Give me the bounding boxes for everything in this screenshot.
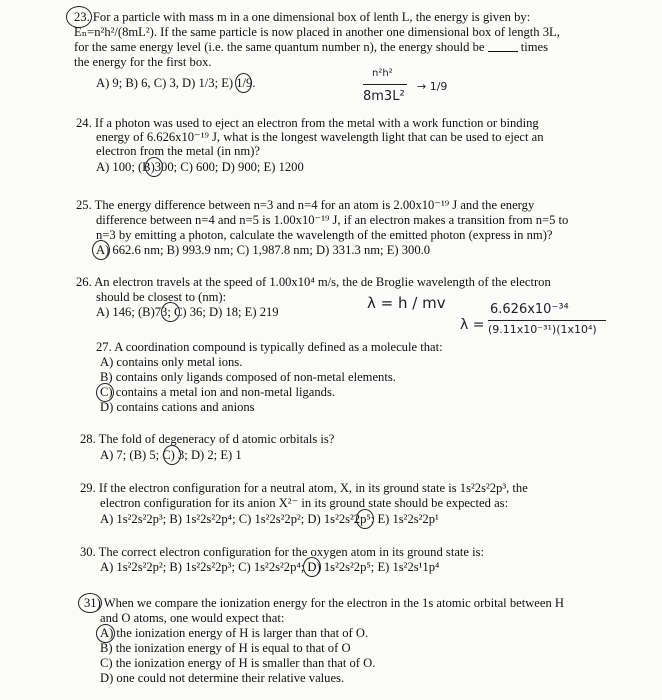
answer-circle-q27	[96, 383, 114, 402]
q31-option-c: C) the ionization energy of H is smaller than that of O.	[100, 656, 376, 670]
q25-line3: n=3 by emitting a photon, calculate the wavelength of the emitted photon (express in nm)?	[96, 228, 553, 242]
q29-choices: A) 1s²2s²2p³; B) 1s²2s²2p⁴; C) 1s²2s²2p²; D) 1s²2s²2p⁵; E) 1s²2s²2p¹	[100, 512, 439, 526]
q27-line1: 27. A coordination compound is typically defined as a molecule that:	[96, 340, 443, 354]
q23-line4: the energy for the first box.	[74, 55, 212, 69]
answer-circle-q30	[303, 557, 321, 577]
q23-line3-tail: times	[520, 40, 549, 54]
q28-line1: 28. The fold of degeneracy of d atomic orbitals is?	[80, 432, 335, 446]
q26-handwritten-numerator: 6.626x10⁻³⁴	[490, 302, 569, 317]
q26-handwritten-formula: λ = h / mv	[367, 294, 446, 312]
answer-circle-q23	[235, 73, 252, 93]
q24-line3: electron from the metal (in nm)?	[96, 144, 261, 158]
q31-line1: 31) When we compare the ionization energy for the electron in the 1s atomic orbital between H	[84, 596, 565, 610]
q29-line1: 29. If the electron configuration for a neutral atom, X, in its ground state is 1s²2s²2p³, the	[80, 481, 528, 495]
q23-handwritten-result: → 1/9	[417, 80, 448, 93]
q31-option-b: B) the ionization energy of H is equal to that of O	[100, 641, 351, 655]
q30-choices: A) 1s²2s²2p²; B) 1s²2s²2p³; C) 1s²2s²2p⁴; D) 1s²2s²2p⁵; E) 1s²2s¹1p⁴	[100, 560, 440, 574]
q27-option-b: B) contains only ligands composed of non-metal elements.	[100, 370, 396, 384]
q24-line1: 24. If a photon was used to eject an electron from the metal with a work function or binding	[76, 116, 539, 130]
answer-circle-q29	[356, 509, 374, 529]
q29-line2: electron configuration for its anion X²⁻ in its ground state should be expected as:	[100, 496, 509, 510]
q27-option-c: C) contains a metal ion and non-metal ligands.	[100, 385, 336, 399]
q31-option-d: D) one could not determine their relative values.	[100, 671, 345, 685]
q31-line2: and O atoms, one would expect that:	[100, 611, 285, 625]
q23-line2: Eₙ=n²h²/(8mL²). If the same particle is now placed in another one dimensional box of length 3L,	[74, 25, 560, 39]
q26-handwritten-fraction-bar	[488, 320, 606, 321]
q23-handwritten-fraction-bar	[363, 84, 407, 85]
answer-circle-q24	[145, 157, 163, 177]
q27-option-a: A) contains only metal ions.	[100, 355, 243, 369]
q26-handwritten-denominator: (9.11x10⁻³¹)(1x10⁴)	[488, 323, 597, 336]
q23-handwritten-numerator: n²h²	[372, 68, 393, 79]
q23-line3	[74, 40, 548, 55]
q31-option-a: A) the ionization energy of H is larger than that of O.	[100, 626, 369, 640]
q27-option-d: D) contains cations and anions	[100, 400, 255, 414]
q26-line1: 26. An electron travels at the speed of 1.00x10⁴ m/s, the de Broglie wavelength of the electron	[76, 275, 551, 289]
answer-circle-q28	[163, 445, 181, 465]
q30-line1: 30. The correct electron configuration for the oxygen atom in its ground state is:	[80, 545, 485, 559]
question-number-circle	[66, 6, 92, 28]
answer-circle-q25	[92, 240, 110, 260]
q23-choices: A) 9; B) 6, C) 3, D) 1/3; E) 1/9.	[96, 76, 256, 90]
q24-line2: energy of 6.626x10⁻¹⁹ J, what is the longest wavelength light that can be used to eject an	[96, 130, 544, 144]
answer-circle-q26	[161, 302, 180, 322]
q23-line3-text: for the same energy level (i.e. the same quantum number n), the energy should be	[74, 40, 485, 54]
q23-line1: 23. For a particle with mass m in a one dimensional box of lenth L, the energy is given by:	[74, 10, 531, 24]
q26-line2: should be closest to (nm):	[96, 290, 227, 304]
q25-line1: 25. The energy difference between n=3 and n=4 for an atom is 2.00x10⁻¹⁹ J and the energy	[76, 198, 535, 212]
q26-handwritten-lambda: λ =	[460, 317, 485, 333]
question-number-circle-q31	[78, 593, 102, 613]
answer-blank	[488, 41, 518, 52]
q28-choices: A) 7; (B) 5; C) 3; D) 2; E) 1	[100, 448, 242, 462]
q25-choices: A) 662.6 nm; B) 993.9 nm; C) 1,987.8 nm; D) 331.3 nm; E) 300.0	[96, 243, 431, 257]
q24-choices: A) 100; (B)300; C) 600; D) 900; E) 1200	[96, 160, 304, 174]
q25-line2: difference between n=4 and n=5 is 1.00x10⁻¹⁹ J, if an electron makes a transition from n=5 to	[96, 213, 569, 227]
answer-circle-q31	[96, 624, 115, 643]
q26-choices: A) 146; (B)73; C) 36; D) 18; E) 219	[96, 305, 279, 319]
q23-handwritten-denominator: 8m3L²	[363, 89, 405, 104]
